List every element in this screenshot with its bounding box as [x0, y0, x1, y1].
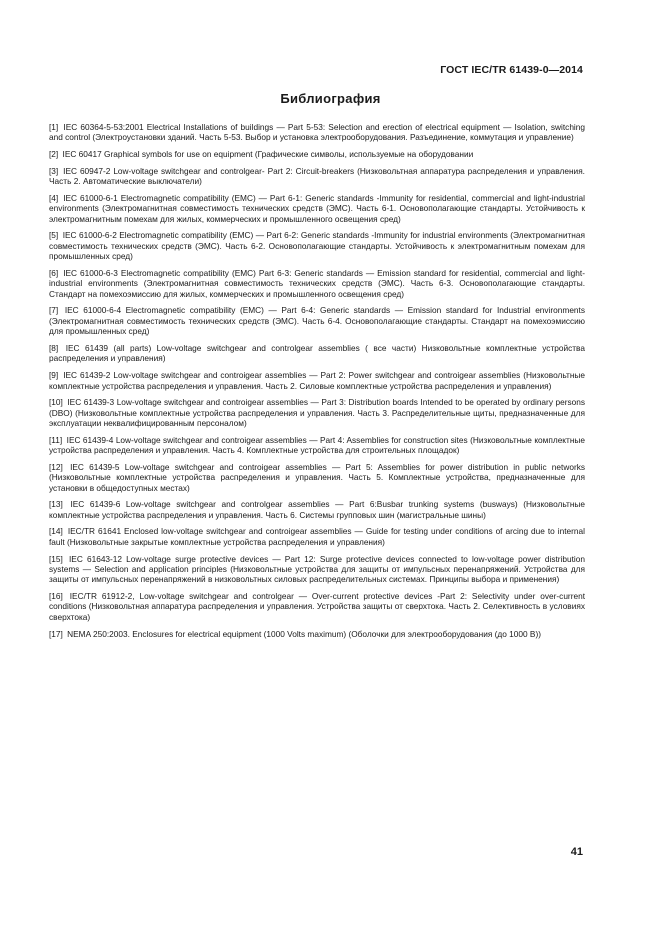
entry-number: [16] — [49, 591, 63, 602]
bibliography-entry — [49, 526, 585, 547]
entry-text: IEC 61000-6-2 Electromagnetic compatibility (EMC) — Part 6-2: Generic standards -Immunity for industrial environments (Электромагнитная совместимость технических средств (ЭМС). Часть 6-2. Основополагающие стандарты. Устойчивость к электромагнитным помехам для промышленных сред) — [49, 230, 585, 262]
bibliography-entry — [49, 122, 585, 143]
bibliography-entry — [49, 166, 585, 187]
entry-text: IEC 61439 (all parts) Low-voltage switchgear and controlgear assemblies ( все части) Низковольтные комплектные устройства распределения и управления) — [49, 342, 585, 364]
entry-number: [1] — [49, 122, 59, 132]
entry-number: [3] — [49, 165, 59, 176]
entry-number: [6] — [49, 267, 59, 278]
entry-number: [5] — [49, 230, 59, 241]
page-number: 41 — [570, 846, 583, 858]
entry-number: [13] — [49, 499, 63, 510]
entry-text: IEC 61000-6-4 Electromagnetic compatibility (EMC) — Part 6-4: Generic standards — Emission standard for Industrial environments (Электромагнитная совместимость технических средств (ЭМС). Часть 6-4. Основополагающие стандарты. Стандарт на помехоэмиссию для промышленных сред) — [49, 305, 586, 337]
bibliography-entry — [49, 193, 585, 224]
entry-text: IEC 60364-5-53:2001 Electrical Installations of buildings — Part 5-53: Selection and erection of electrical equipment — Isolation, switching and control (Электроустановки зданий. Часть 5-53. Выбор и установка электрооборудования. Разъединение, коммутация и управление) — [49, 122, 585, 143]
bibliography-entry — [49, 591, 585, 622]
entry-text: IEC 61000-6-3 Electromagnetic compatibility (EMC) Part 6-3: Generic standards — Emission standard for residential, commercial and light-industrial environments (Электромагнитная совместимость технических средств (ЭМС). Часть 6-3. Основополагающие стандарты. Стандарт на помехоэмиссию для жилых, коммерческих и промышленного освещения сред) — [49, 267, 585, 299]
bibliography-entry — [49, 435, 585, 456]
entry-text: IEC 61439-3 Low-voltage switchgear and controigear assemblies — Part 3: Distribution boards Intended to be operated by ordinary persons (DBO) (Низковольтные комплектные устройства распределения и управления. Часть 3. Распределительные щиты, предназначенные для эксплуатации неквалифицированным персоналом) — [49, 397, 585, 429]
bibliography-entry — [49, 370, 585, 391]
entry-text: IEC 61439-4 Low-voltage switchgear and controigear assemblies — Part 4: Assemblies for construction sites (Низковольтные комплектные устройства распределения и управления. Часть 4. Комплектные устройства для строительных площадок) — [49, 434, 585, 456]
bibliography-entry — [49, 149, 585, 159]
bibliography-entry — [49, 343, 585, 364]
entry-number: [15] — [49, 553, 63, 564]
entry-text: IEC 61439-2 Low-voltage switchgear and controigear assemblies — Part 2: Power switchgear and controigear assemblies (Низковольтные комплектные устройства распределения и управления. Часть 2. Силовые комплектные устройства распределения и управления) — [49, 370, 585, 391]
bibliography-list — [49, 122, 585, 645]
entry-text: IEC 60947-2 Low-voltage switchgear and controlgear- Part 2: Circuit-breakers (Низковольтная аппаратура распределения и управления. Часть 2. Автоматические выключатели) — [49, 165, 585, 187]
entry-number: [4] — [49, 192, 59, 203]
entry-text: IEC 61439-5 Low-voltage switchgear and controigear assemblies — Part 5: Assemblies for power distribution in public networks (Низковольтные комплектные устройства распределения и управления. Часть 5. Комплектные устройства, предназначенные для установки в общедоступных местах) — [49, 461, 586, 493]
entry-number: [14] — [49, 526, 63, 537]
bibliography-entry — [49, 499, 585, 520]
entry-number: [9] — [49, 370, 59, 381]
bibliography-entry — [49, 230, 585, 261]
entry-number: [11] — [49, 434, 63, 445]
entry-number: [8] — [49, 342, 59, 353]
entry-number: [17] — [49, 628, 63, 639]
entry-number: [2] — [49, 149, 59, 160]
entry-number: [12] — [49, 461, 63, 472]
entry-number: [7] — [49, 305, 59, 316]
entry-text: IEC 61000-6-1 Electromagnetic compatibility (EMC) — Part 6-1: Generic standards -Immunity for residential, commercial and light-industrial environments (Электромагнитная совместимость технических средств (ЭМС). Часть 6-1. Основополагающие стандарты. Устойчивость к электромагнитным помехам для жилых, коммерческих и промышленного освещения сред) — [49, 192, 586, 224]
entry-text: IEC 61643-12 Low-voltage surge protective devices — Part 12: Surge protective devices connected to low-voltage power distribution systems — Selection and application principles (Низковольтные устройства для защиты от импульсных перенапряжений. Устройства для защиты от импульсных перенапряжений в низковольтных силовых распределительных системах. Принципы выбора и применения) — [49, 553, 585, 585]
entry-text: IEC/TR 61641 Enclosed low-voltage switchgear and controigear assemblies — Guide for testing under conditions of arcing due to internal fault (Низковольтные закрытые комплектные устройства распределения и управления) — [49, 526, 585, 547]
entry-number: [10] — [49, 397, 63, 408]
bibliography-entry — [49, 397, 585, 428]
entry-text: IEC/TR 61912-2, Low-voltage switchgear and controlgear — Over-current protective devices -Part 2: Selectivity under over-current conditions (Низковольтная аппаратура распределения и управления. Устройства защиты от сверхтока. Часть 2. Селективность в условиях сверхтока) — [49, 591, 585, 622]
page-title: Библиография — [280, 91, 381, 106]
entry-text: IEC 61439-6 Low-voltage switchgear and controlgear assemblies — Part 6:Busbar trunking systems (busways) (Низковольтные комплектные устройства распределения и управления. Часть 6. Системы групповых шин (магистральные шины) — [49, 499, 585, 520]
entry-text: NEMA 250:2003. Enclosures for electrical equipment (1000 Volts maximum) (Оболочки для электрооборудования (до 1000 В)) — [67, 628, 541, 639]
bibliography-entry — [49, 554, 585, 585]
bibliography-entry — [49, 462, 585, 493]
bibliography-entry — [49, 629, 585, 639]
bibliography-entry — [49, 268, 585, 299]
entry-text: IEC 60417 Graphical symbols for use on equipment (Графические символы, используемые на оборудовании — [62, 149, 474, 160]
bibliography-entry — [49, 305, 585, 336]
standard-code: ГОСТ IEC/TR 61439-0—2014 — [440, 64, 583, 76]
